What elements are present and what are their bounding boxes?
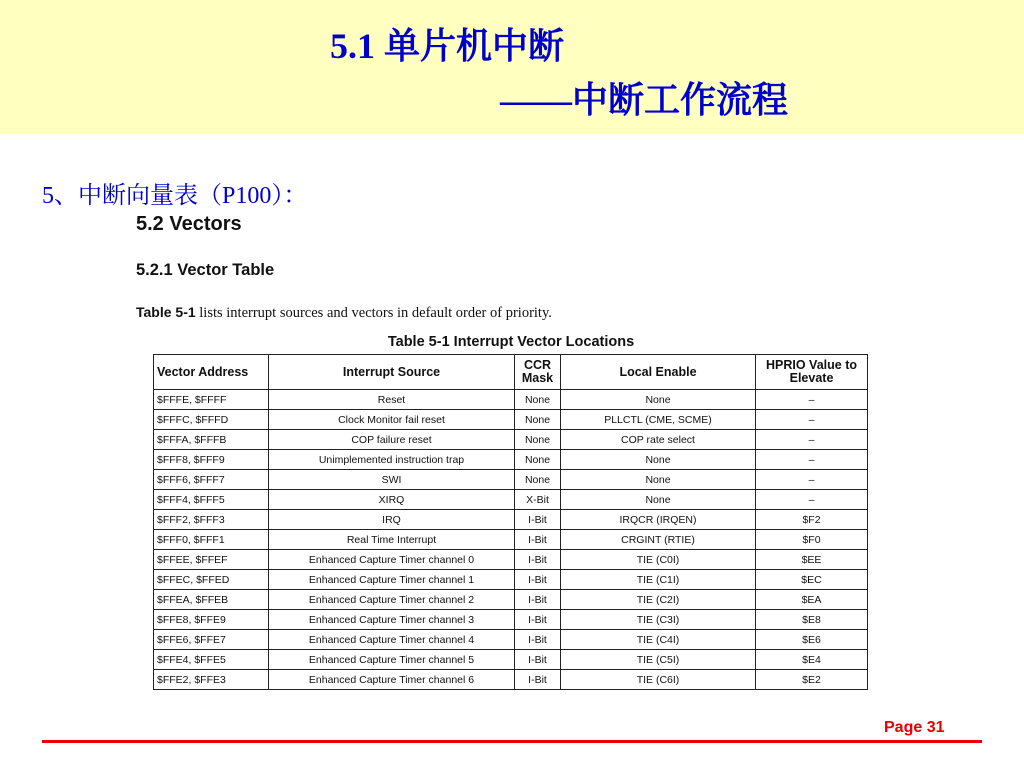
table-row	[154, 670, 868, 690]
cell-local-enable: COP rate select	[561, 430, 756, 450]
cell-local-enable: PLLCTL (CME, SCME)	[561, 410, 756, 430]
intro-sentence	[136, 304, 552, 322]
cell-local-enable: IRQCR (IRQEN)	[561, 510, 756, 530]
table-row	[154, 490, 868, 510]
cell-interrupt-source: Unimplemented instruction trap	[269, 450, 515, 470]
cell-hprio-value: $EE	[756, 550, 868, 570]
cell-local-enable: TIE (C4I)	[561, 630, 756, 650]
cell-ccr-mask: I-Bit	[515, 570, 561, 590]
table-row	[154, 410, 868, 430]
cell-ccr-mask: None	[515, 390, 561, 410]
table-row	[154, 530, 868, 550]
cell-hprio-value: $E2	[756, 670, 868, 690]
table-row	[154, 610, 868, 630]
cell-local-enable: TIE (C3I)	[561, 610, 756, 630]
table-row	[154, 470, 868, 490]
cell-interrupt-source: Enhanced Capture Timer channel 1	[269, 570, 515, 590]
cell-vector-address: $FFFA, $FFFB	[154, 430, 269, 450]
page-number	[884, 719, 945, 737]
header-interrupt-source: Interrupt Source	[269, 355, 515, 390]
cell-hprio-value: –	[756, 390, 868, 410]
table-row	[154, 450, 868, 470]
cell-local-enable: None	[561, 490, 756, 510]
header-ccr-mask: CCR Mask	[515, 355, 561, 390]
slide-title: 5.1 单片机中断	[330, 26, 565, 66]
intro-rest: lists interrupt sources and vectors in default order of priority.	[195, 305, 552, 321]
cell-ccr-mask: I-Bit	[515, 630, 561, 650]
page-word: Page	[884, 719, 923, 736]
table-row	[154, 430, 868, 450]
cell-hprio-value: –	[756, 450, 868, 470]
table-row	[154, 630, 868, 650]
cell-ccr-mask: I-Bit	[515, 550, 561, 570]
interrupt-vector-table	[153, 354, 868, 690]
cell-ccr-mask: X-Bit	[515, 490, 561, 510]
cell-hprio-value: –	[756, 470, 868, 490]
table-header-row	[154, 355, 868, 390]
header-hprio-value: HPRIO Value to Elevate	[756, 355, 868, 390]
cell-hprio-value: $EA	[756, 590, 868, 610]
cell-hprio-value: $E6	[756, 630, 868, 650]
cell-interrupt-source: Clock Monitor fail reset	[269, 410, 515, 430]
cell-hprio-value: $EC	[756, 570, 868, 590]
cell-interrupt-source: Enhanced Capture Timer channel 4	[269, 630, 515, 650]
cell-interrupt-source: Enhanced Capture Timer channel 3	[269, 610, 515, 630]
cell-hprio-value: $E4	[756, 650, 868, 670]
cell-local-enable: TIE (C0I)	[561, 550, 756, 570]
cell-vector-address: $FFF2, $FFF3	[154, 510, 269, 530]
cell-ccr-mask: I-Bit	[515, 510, 561, 530]
cell-ccr-mask: None	[515, 450, 561, 470]
cell-ccr-mask: I-Bit	[515, 590, 561, 610]
title-band	[0, 0, 1024, 133]
cell-interrupt-source: Enhanced Capture Timer channel 2	[269, 590, 515, 610]
cell-vector-address: $FFE6, $FFE7	[154, 630, 269, 650]
cell-ccr-mask: None	[515, 470, 561, 490]
cell-local-enable: None	[561, 470, 756, 490]
table-row	[154, 590, 868, 610]
cell-interrupt-source: Enhanced Capture Timer channel 6	[269, 670, 515, 690]
cell-hprio-value: $E8	[756, 610, 868, 630]
cell-interrupt-source: Reset	[269, 390, 515, 410]
table-body	[154, 390, 868, 690]
cell-ccr-mask: I-Bit	[515, 650, 561, 670]
page-number-value: 31	[926, 719, 945, 736]
footer-divider	[42, 740, 982, 743]
cell-vector-address: $FFE4, $FFE5	[154, 650, 269, 670]
cell-local-enable: None	[561, 450, 756, 470]
cell-interrupt-source: SWI	[269, 470, 515, 490]
cell-vector-address: $FFFE, $FFFF	[154, 390, 269, 410]
intro-lead: Table 5-1	[136, 304, 196, 320]
cell-vector-address: $FFF8, $FFF9	[154, 450, 269, 470]
cell-local-enable: TIE (C5I)	[561, 650, 756, 670]
cell-ccr-mask: I-Bit	[515, 530, 561, 550]
table-row	[154, 550, 868, 570]
cell-interrupt-source: Real Time Interrupt	[269, 530, 515, 550]
cell-vector-address: $FFF6, $FFF7	[154, 470, 269, 490]
cell-vector-address: $FFF0, $FFF1	[154, 530, 269, 550]
header-vector-address: Vector Address	[154, 355, 269, 390]
cell-local-enable: CRGINT (RTIE)	[561, 530, 756, 550]
slide-subtitle: ——中断工作流程	[500, 80, 789, 120]
table-row	[154, 390, 868, 410]
cell-hprio-value: $F2	[756, 510, 868, 530]
cell-interrupt-source: COP failure reset	[269, 430, 515, 450]
cell-ccr-mask: None	[515, 410, 561, 430]
cell-hprio-value: –	[756, 490, 868, 510]
cell-interrupt-source: XIRQ	[269, 490, 515, 510]
cell-local-enable: TIE (C1I)	[561, 570, 756, 590]
subsection-heading: 5.2.1 Vector Table	[136, 261, 275, 279]
cell-ccr-mask: I-Bit	[515, 670, 561, 690]
cell-local-enable: TIE (C2I)	[561, 590, 756, 610]
cell-hprio-value: $F0	[756, 530, 868, 550]
cell-vector-address: $FFE2, $FFE3	[154, 670, 269, 690]
table-caption: Table 5-1 Interrupt Vector Locations	[387, 334, 635, 350]
cell-interrupt-source: Enhanced Capture Timer channel 0	[269, 550, 515, 570]
cell-interrupt-source: IRQ	[269, 510, 515, 530]
cell-vector-address: $FFEE, $FFEF	[154, 550, 269, 570]
cell-interrupt-source: Enhanced Capture Timer channel 5	[269, 650, 515, 670]
cell-ccr-mask: None	[515, 430, 561, 450]
bullet-point: 5、中断向量表（P100）：	[42, 183, 308, 209]
cell-hprio-value: –	[756, 430, 868, 450]
cell-vector-address: $FFF4, $FFF5	[154, 490, 269, 510]
cell-local-enable: TIE (C6I)	[561, 670, 756, 690]
cell-hprio-value: –	[756, 410, 868, 430]
section-heading: 5.2 Vectors	[136, 213, 242, 235]
table-row	[154, 650, 868, 670]
table-row	[154, 510, 868, 530]
cell-ccr-mask: I-Bit	[515, 610, 561, 630]
cell-local-enable: None	[561, 390, 756, 410]
header-local-enable: Local Enable	[561, 355, 756, 390]
cell-vector-address: $FFEA, $FFEB	[154, 590, 269, 610]
cell-vector-address: $FFE8, $FFE9	[154, 610, 269, 630]
table-row	[154, 570, 868, 590]
cell-vector-address: $FFFC, $FFFD	[154, 410, 269, 430]
cell-vector-address: $FFEC, $FFED	[154, 570, 269, 590]
